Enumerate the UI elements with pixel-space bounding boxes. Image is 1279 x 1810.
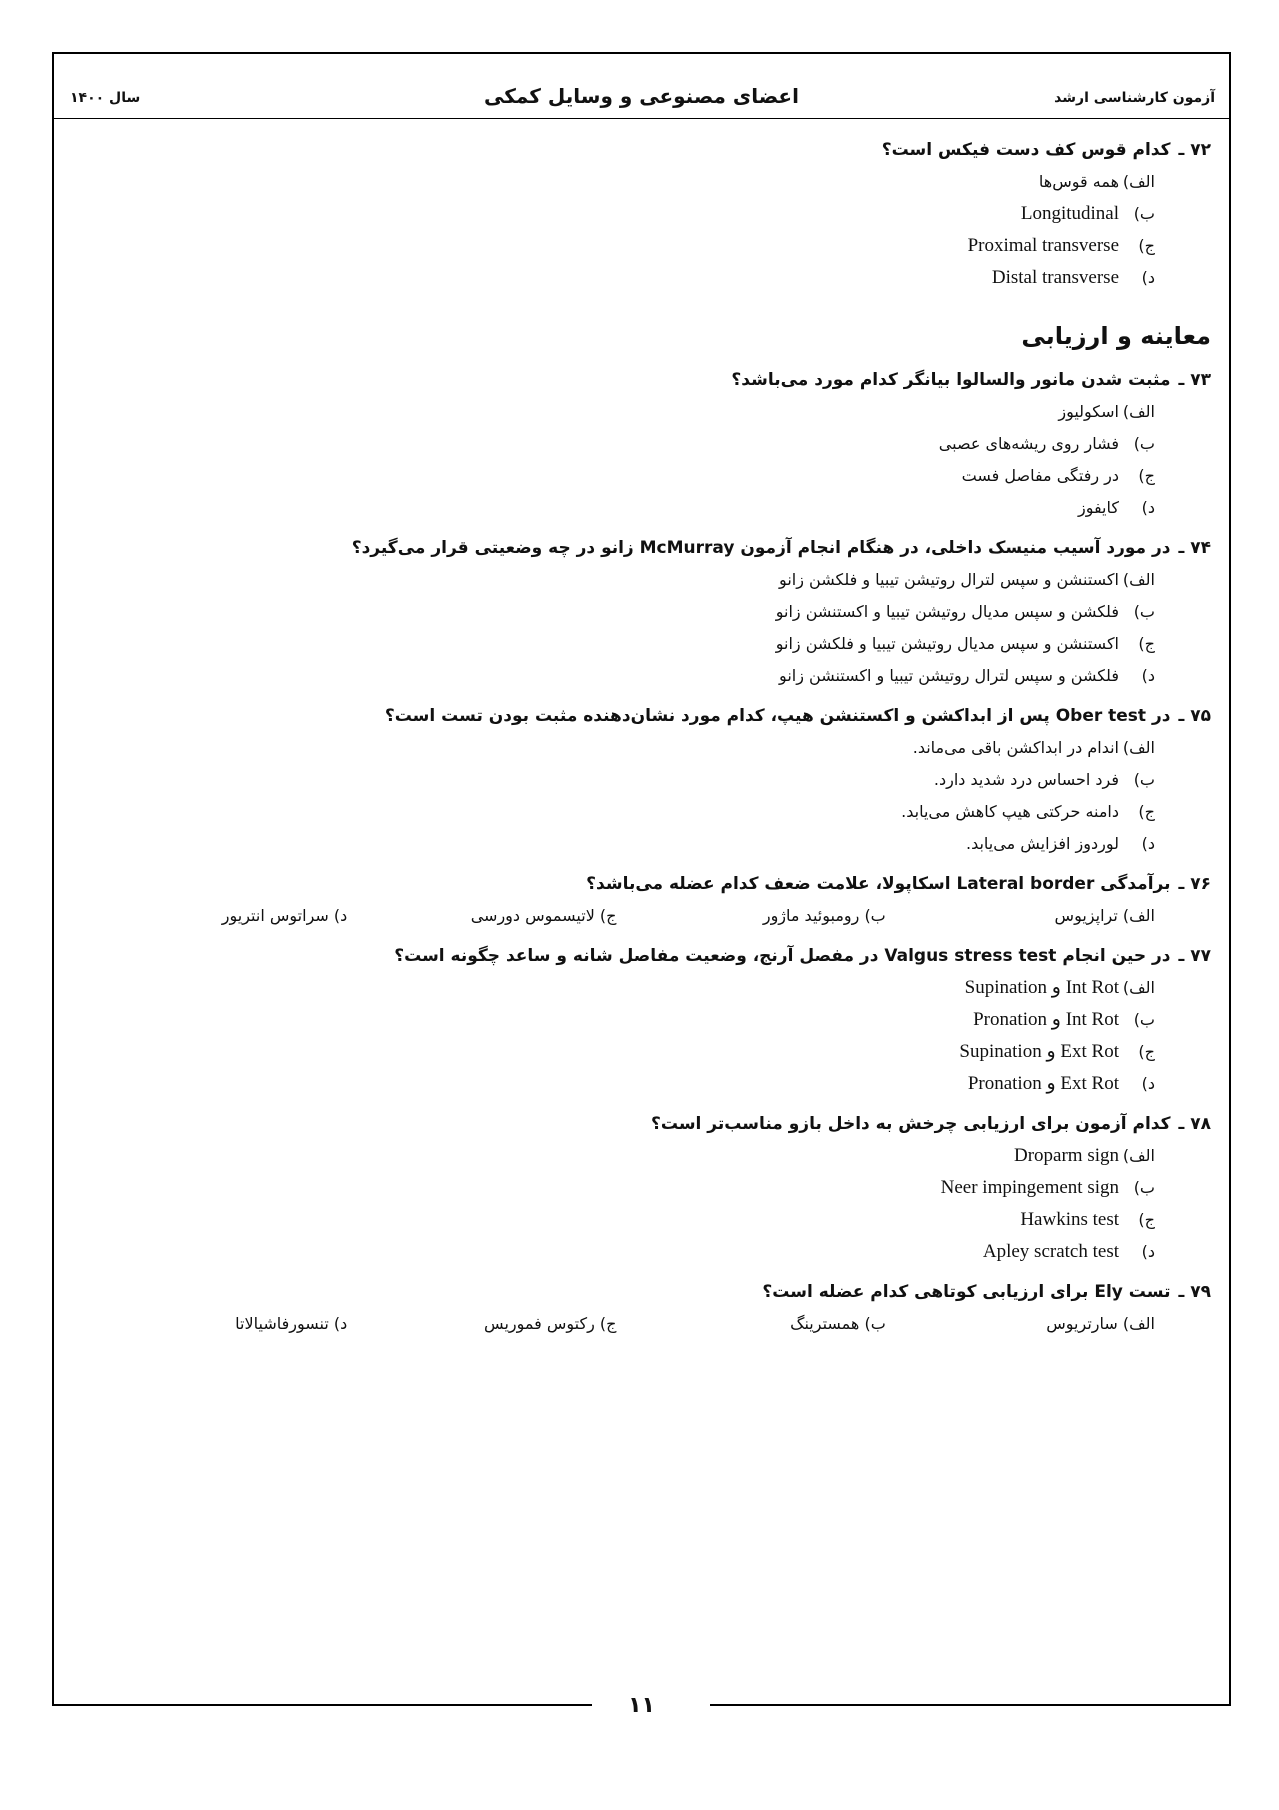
option: د)فلکشن و سپس لترال روتیشن تیبیا و اکستنشن زانو [779,666,1155,685]
question-text: تست Ely برای ارزیابی کوتاهی کدام عضله است؟ [762,1282,1171,1302]
option: ج)در رفتگی مفاصل فست [961,466,1155,485]
question-number: ۷۲ ـ [1178,140,1211,160]
option: د) تنسورفاشیالاتا [235,1314,348,1333]
options-79 [78,1308,1155,1340]
option: ب)فشار روی ریشه‌های عصبی [938,434,1155,453]
question-text: کدام قوس کف دست فیکس است؟ [881,140,1171,160]
option: الف)اسکولیوز [1058,402,1155,421]
options-78 [78,1140,1155,1268]
option: د)Distal transverse [991,267,1155,288]
question-75 [78,701,1211,732]
option: ج)Proximal transverse [967,235,1155,256]
option: الف)Droparm sign [1013,1145,1155,1166]
option: ج)Ext Rot و Supination [959,1041,1155,1062]
option: ب)فلکشن و سپس مدیال روتیشن تیبیا و اکستنشن زانو [775,602,1155,621]
option: د) سراتوس انتریور [221,906,348,925]
question-text: در مورد آسیب منیسک داخلی، در هنگام انجام آزمون McMurray زانو در چه وضعیتی قرار می‌گیرد؟ [351,538,1171,558]
question-73 [78,365,1211,396]
question-74 [78,533,1211,564]
option: ب)Neer impingement sign [940,1177,1155,1198]
options-74 [78,564,1155,692]
option: ب)Longitudinal [1020,203,1155,224]
page-frame [52,52,1231,1718]
options-72 [78,166,1155,294]
question-78 [78,1109,1211,1140]
question-79 [78,1277,1211,1308]
exam-name: آزمون کارشناسی ارشد [1054,90,1215,106]
subject-title: اعضای مصنوعی و وسایل کمکی [484,84,799,108]
question-76 [78,869,1211,900]
question-number: ۷۴ ـ [1178,538,1211,558]
option: د)کایفوز [1077,498,1155,517]
question-number: ۷۵ ـ [1178,706,1211,726]
header-divider [54,118,1229,119]
options-73 [78,396,1155,524]
question-number: ۷۸ ـ [1178,1114,1211,1134]
option: ج)دامنه حرکتی هیپ کاهش می‌یابد. [901,802,1155,821]
questions-content [78,126,1211,1340]
question-text: در Ober test پس از ابداکشن و اکستنشن هیپ، کدام مورد نشان‌دهنده مثبت بودن تست است؟ [384,706,1171,726]
option: ج)اکستنشن و سپس مدیال روتیشن تیبیا و فلکشن زانو [775,634,1155,653]
option: الف)همه قوس‌ها [1038,172,1155,191]
option: الف)اکستنشن و سپس لترال روتیشن تیبیا و فلکشن زانو [779,570,1155,589]
question-text: در حین انجام Valgus stress test در مفصل آرنج، وضعیت مفاصل شانه و ساعد چگونه است؟ [394,946,1171,966]
question-72 [78,135,1211,166]
option: د)Apley scratch test [982,1241,1155,1262]
question-number: ۷۷ ـ [1178,946,1211,966]
question-77 [78,941,1211,972]
exam-year: سال ۱۴۰۰ [70,90,141,106]
question-text: برآمدگی Lateral border اسکاپولا، علامت ضعف کدام عضله می‌باشد؟ [586,874,1171,894]
option: الف)اندام در ابداکشن باقی می‌ماند. [912,738,1155,757]
page-header [54,84,1229,112]
options-76 [78,900,1155,932]
option: ج) رکتوس فموریس [484,1314,617,1333]
section-heading: معاینه و ارزیابی [1021,322,1211,350]
question-number: ۷۶ ـ [1178,874,1211,894]
option: ب)فرد احساس درد شدید دارد. [933,770,1155,789]
page-number: ۱۱ [606,1693,677,1718]
page-footer [54,1693,1229,1718]
option: ج)Hawkins test [1020,1209,1155,1230]
question-text: مثبت شدن مانور والسالوا بیانگر کدام مورد می‌باشد؟ [731,370,1171,390]
option: د)Ext Rot و Pronation [967,1073,1155,1094]
option: الف)Int Rot و Supination [964,977,1155,998]
options-77 [78,972,1155,1100]
option: الف) سارتریوس [1046,1314,1155,1333]
options-75 [78,732,1155,860]
question-text: کدام آزمون برای ارزیابی چرخش به داخل بازو مناسب‌تر است؟ [650,1114,1171,1134]
question-number: ۷۳ ـ [1178,370,1211,390]
option: ب) رومبوئید ماژور [762,906,886,925]
question-number: ۷۹ ـ [1178,1282,1211,1302]
option: الف) تراپزیوس [1054,906,1155,925]
option: ب) همسترینگ [790,1314,886,1333]
option: ب)Int Rot و Pronation [973,1009,1155,1030]
option: د)لوردوز افزایش می‌یابد. [965,834,1155,853]
option: ج) لاتیسموس دورسی [470,906,617,925]
